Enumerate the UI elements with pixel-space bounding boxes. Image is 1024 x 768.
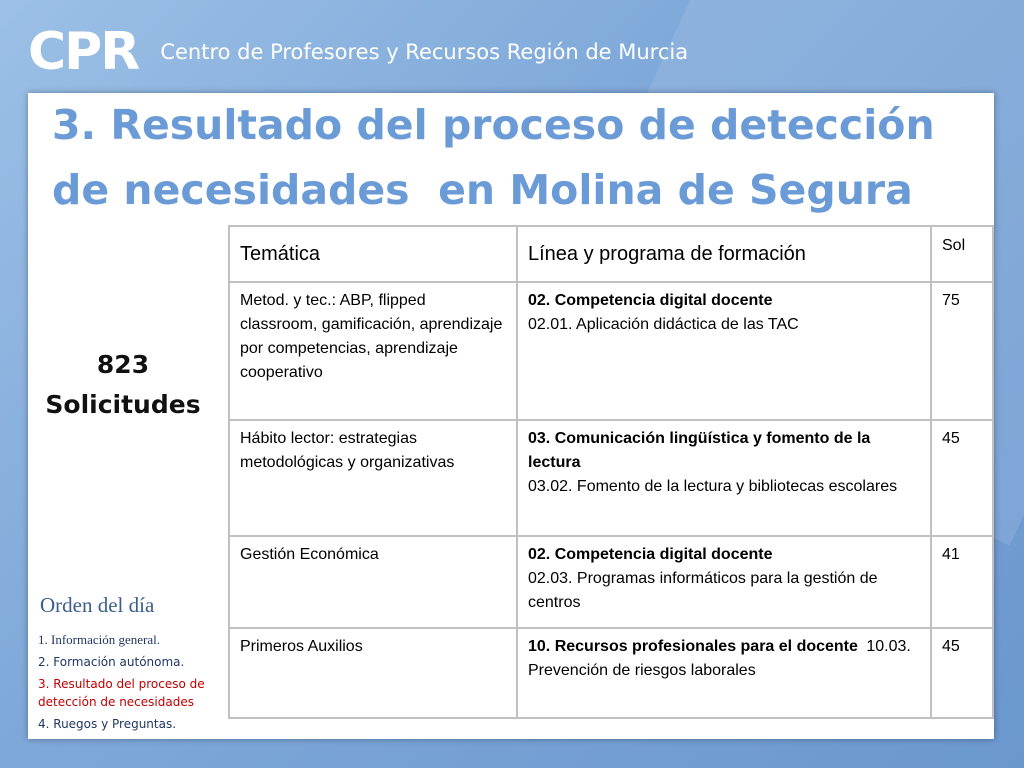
table-row: [229, 282, 993, 420]
count-label: Solicitudes: [45, 390, 201, 419]
cell-tematica: Primeros Auxilios: [229, 628, 517, 718]
header: [28, 24, 688, 80]
linea-bold: 02. Competencia digital docente: [528, 546, 773, 563]
header-title: Centro de Profesores y Recursos Región de Murcia: [160, 40, 689, 64]
cell-tematica: Metod. y tec.: ABP, flipped classroom, gamificación, aprendizaje por competencias, aprendizaje cooperativo: [229, 282, 517, 420]
table-row: [229, 420, 993, 536]
slide-title-line2: de necesidades en Molina de Segura: [52, 166, 913, 214]
cell-sol: 75: [931, 282, 993, 420]
agenda-item-2: 2. Formación autónoma.: [38, 655, 185, 669]
cell-sol: 45: [931, 628, 993, 718]
count-number: 823: [96, 350, 150, 379]
cell-sol: 45: [931, 420, 993, 536]
cell-linea: [517, 628, 931, 718]
header-tematica: Temática: [229, 226, 517, 282]
linea-detail: 10.03. Prevención de riesgos laborales: [528, 638, 911, 679]
linea-bold: 03. Comunicación lingüística y fomento de la lectura: [528, 430, 871, 471]
agenda-item-4: 4. Ruegos y Preguntas.: [38, 717, 177, 731]
agenda-item-1: 1. Información general.: [38, 632, 161, 647]
linea-detail: 02.01. Aplicación didáctica de las TAC: [528, 316, 799, 333]
table-row: [229, 536, 993, 628]
cell-linea: [517, 420, 931, 536]
header-linea: Línea y programa de formación: [517, 226, 931, 282]
cell-linea: [517, 282, 931, 420]
table-header-row: [229, 226, 993, 282]
agenda-list: [38, 631, 228, 733]
slide-panel: [28, 93, 994, 739]
slide-title-line1: 3. Resultado del proceso de detección: [52, 101, 935, 149]
slide-title: [52, 93, 972, 223]
needs-table: [228, 225, 994, 719]
request-count: [38, 345, 208, 425]
cell-sol: 41: [931, 536, 993, 628]
cpr-logo: CPR: [28, 22, 139, 82]
agenda-item-3: 3. Resultado del proceso de detección de necesidades: [38, 677, 205, 709]
linea-detail: 03.02. Fomento de la lectura y bibliotecas escolares: [528, 478, 898, 495]
linea-bold: 02. Competencia digital docente: [528, 292, 773, 309]
linea-bold: 10. Recursos profesionales para el docente: [528, 638, 858, 655]
header-sol: Sol: [931, 226, 993, 282]
cell-linea: [517, 536, 931, 628]
agenda-title: Orden del día: [40, 593, 155, 617]
table-row: [229, 628, 993, 718]
cell-tematica: Gestión Económica: [229, 536, 517, 628]
cell-tematica: Hábito lector: estrategias metodológicas y organizativas: [229, 420, 517, 536]
linea-detail: 02.03. Programas informáticos para la gestión de centros: [528, 570, 878, 611]
